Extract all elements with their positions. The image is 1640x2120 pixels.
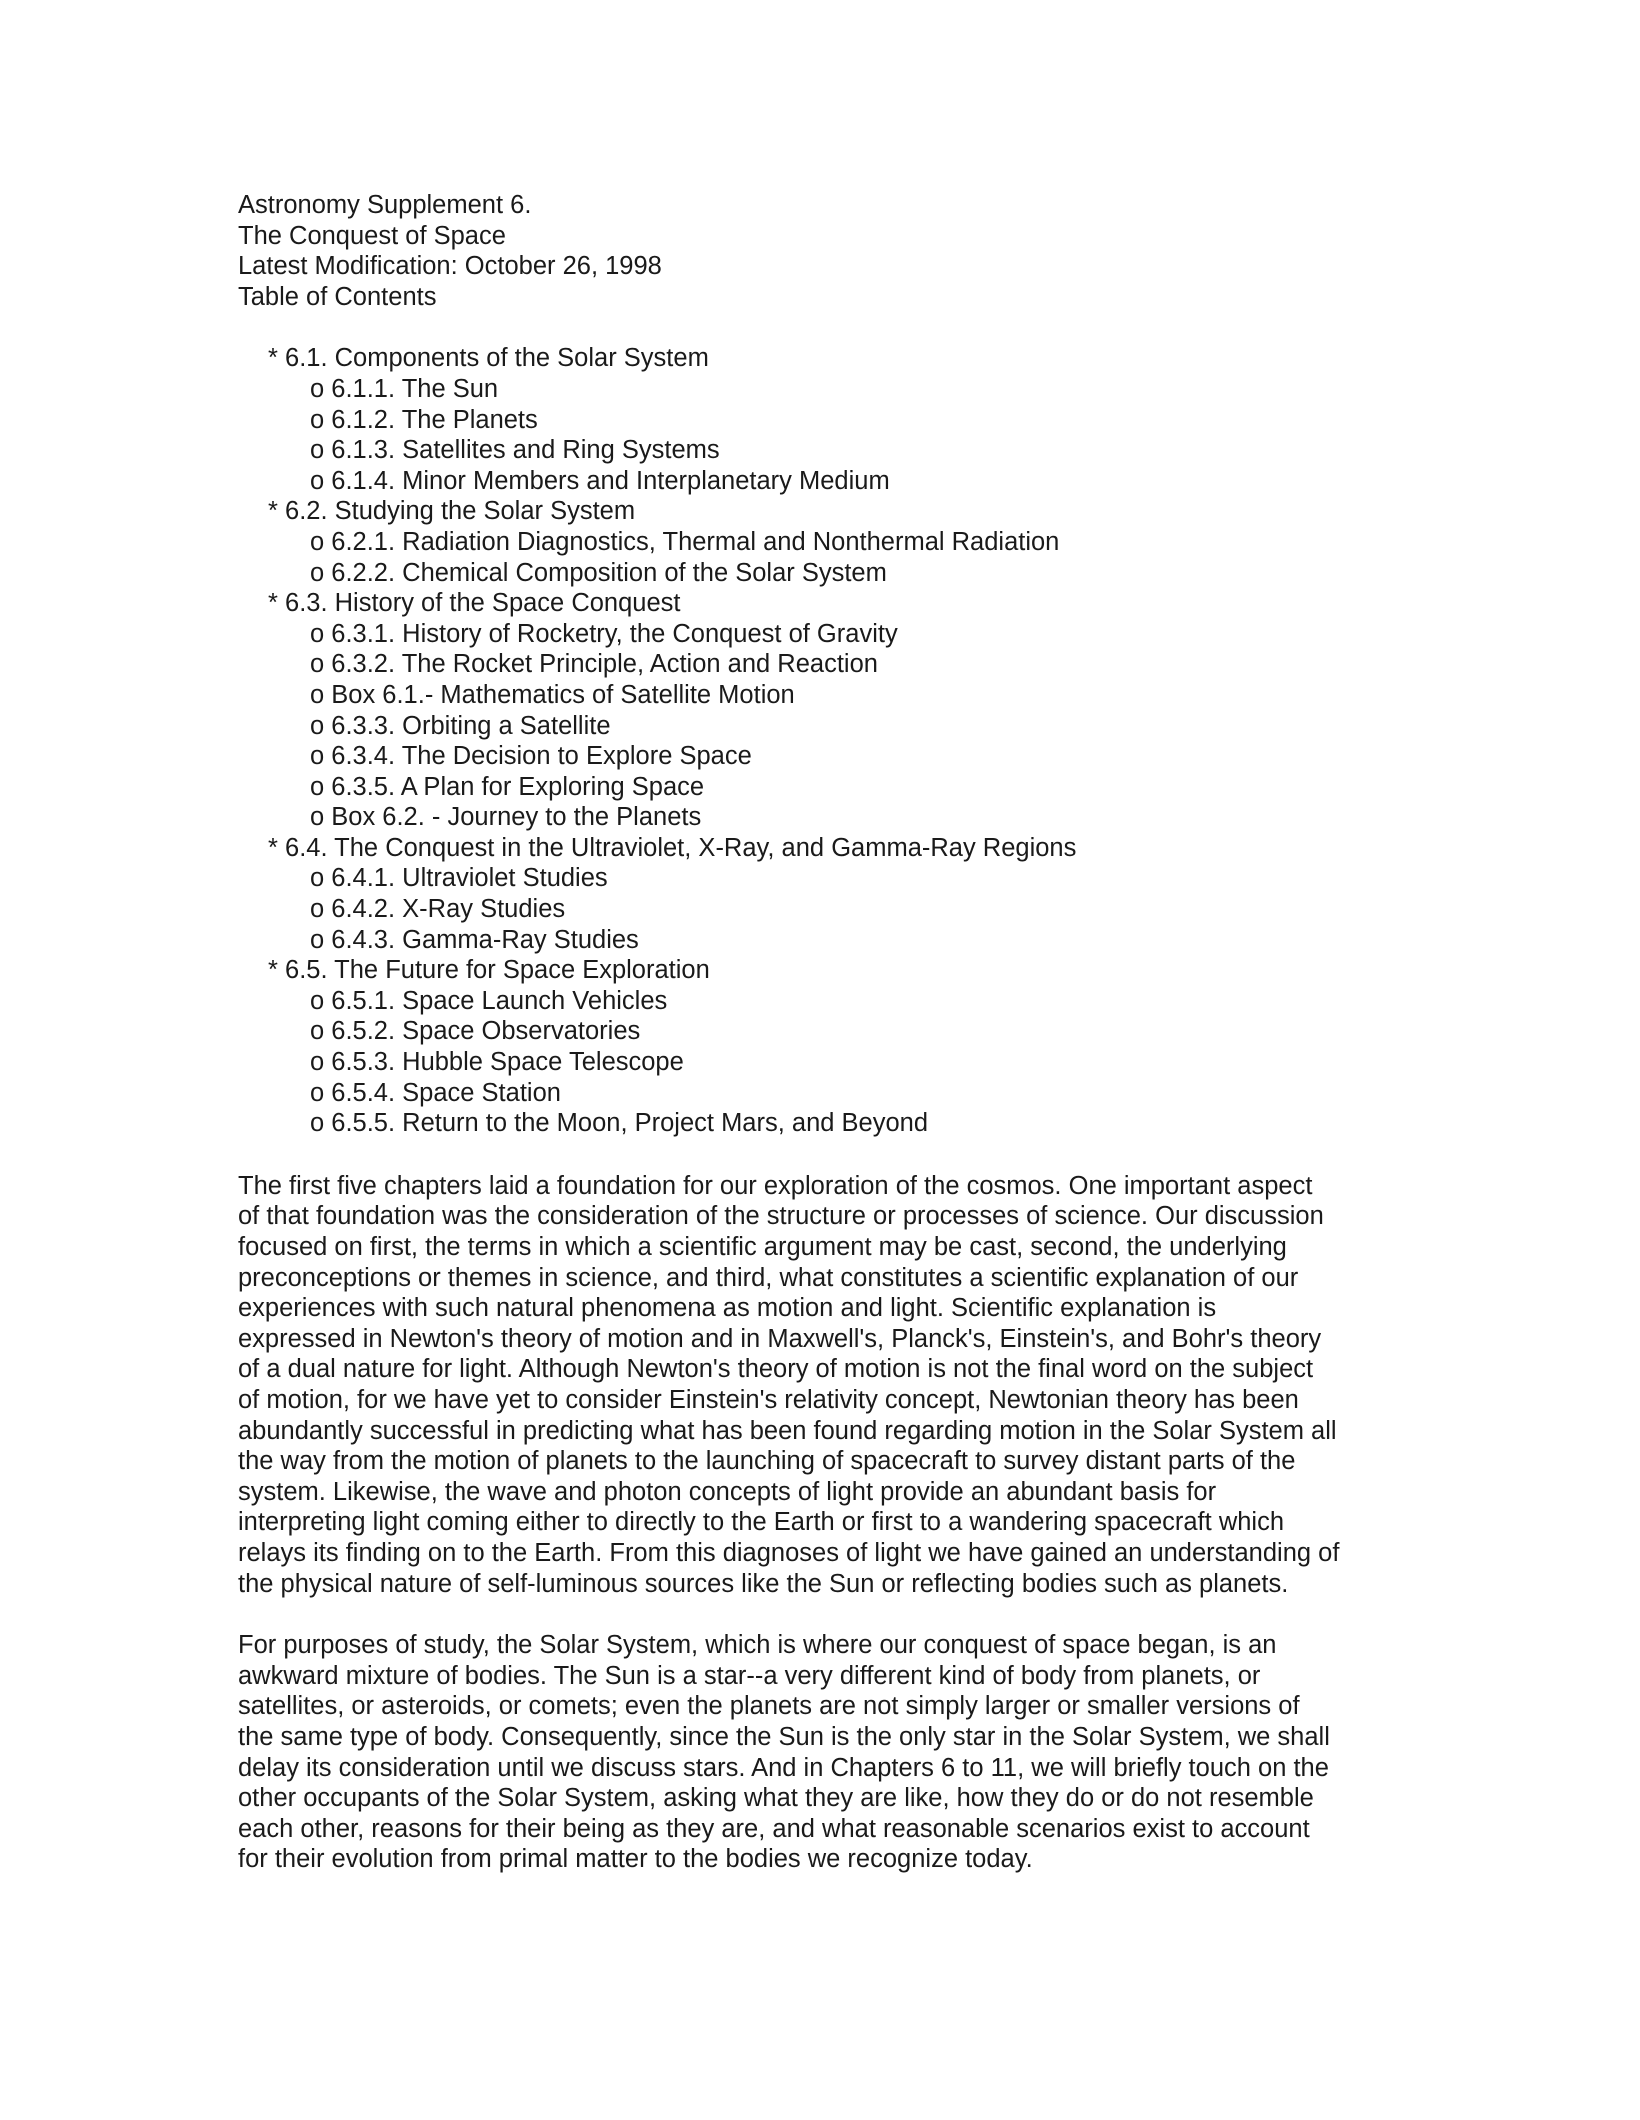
table-of-contents [238,343,1408,1138]
toc-section-6-2 [238,496,1408,588]
document-content [238,190,1408,1875]
toc-item[interactable]: o 6.1.2. The Planets [310,405,538,434]
toc-heading: Table of Contents [238,282,437,311]
toc-section-6-1 [238,343,1408,496]
modification-date: Latest Modification: October 26, 1998 [238,252,662,281]
toc-item[interactable]: o 6.3.4. The Decision to Explore Space [310,742,752,771]
toc-section-6-4 [238,833,1408,955]
toc-item[interactable]: o Box 6.2. - Journey to the Planets [310,803,702,832]
toc-item[interactable]: o 6.5.1. Space Launch Vehicles [310,986,668,1015]
toc-item[interactable]: o 6.3.5. A Plan for Exploring Space [310,772,705,801]
toc-item[interactable]: o 6.5.2. Space Observatories [310,1017,641,1046]
toc-item[interactable]: o 6.1.3. Satellites and Ring Systems [310,436,720,465]
toc-item[interactable]: o 6.1.1. The Sun [310,374,499,403]
toc-section-label[interactable]: * 6.2. Studying the Solar System [268,497,636,526]
toc-item[interactable]: o 6.4.2. X-Ray Studies [310,895,566,924]
toc-item[interactable]: o 6.4.3. Gamma-Ray Studies [310,925,639,954]
toc-item[interactable]: o 6.2.2. Chemical Composition of the Solar System [310,558,887,587]
toc-sublist [268,863,1408,955]
toc-sublist [268,374,1408,496]
toc-item[interactable]: o 6.5.5. Return to the Moon, Project Mars, and Beyond [310,1109,929,1138]
toc-item[interactable]: o 6.2.1. Radiation Diagnostics, Thermal and Nonthermal Radiation [310,527,1060,556]
toc-section-label[interactable]: * 6.5. The Future for Space Exploration [268,956,710,985]
toc-sublist [268,527,1408,588]
toc-section-label[interactable]: * 6.3. History of the Space Conquest [268,589,681,618]
toc-section-label[interactable]: * 6.4. The Conquest in the Ultraviolet, X-Ray, and Gamma-Ray Regions [268,833,1077,862]
toc-sublist [268,986,1408,1139]
toc-item[interactable]: o 6.3.2. The Rocket Principle, Action and Reaction [310,650,878,679]
intro-paragraph: The first five chapters laid a foundation for our exploration of the cosmos. One important aspect of that foundation was the consideration of the structure or processes of science. Our discussion focused on first, the terms in which a scientific argument may be cast, second, the underlying preconceptions or themes in science, and third, what constitutes a scientific explanation of our experiences with such natural phenomena as motion and light. Scientific explanation is expressed in Newton's theory of motion and in Maxwell's, Planck's, Einstein's, and Bohr's theory of a dual nature for light. Although Newton's theory of motion is not the final word on the subject of motion, for we have yet to consider Einstein's relativity concept, Newtonian theory has been abundantly successful in predicting what has been found regarding motion in the Solar System all the way from the motion of planets to the launching of spacecraft to survey distant parts of the system. Likewise, the wave and photon concepts of light provide an abundant basis for interpreting light coming either to directly to the Earth or first to a wandering spacecraft which relays its finding on to the Earth. From this diagnoses of light we have gained an understanding of the physical nature of self-luminous sources like the Sun or reflecting bodies such as planets. [238,1171,1340,1598]
toc-item[interactable]: o 6.4.1. Ultraviolet Studies [310,864,608,893]
toc-item[interactable]: o 6.3.3. Orbiting a Satellite [310,711,611,740]
toc-item[interactable]: o 6.3.1. History of Rocketry, the Conquest of Gravity [310,619,898,648]
document-title: The Conquest of Space [238,221,506,250]
toc-section-6-3 [238,588,1408,833]
toc-sublist [268,619,1408,833]
solar-system-paragraph: For purposes of study, the Solar System, which is where our conquest of space began, is an awkward mixture of bodies. The Sun is a star--a very different kind of body from planets, or satellites, or asteroids, or comets; even the planets are not simply larger or smaller versions of the same type of body. Consequently, since the Sun is the only star in the Solar System, we shall delay its consideration until we discuss stars. And in Chapters 6 to 11, we will briefly touch on the other occupants of the Solar System, asking what they are like, how they do or do not resemble each other, reasons for their being as they are, and what reasonable scenarios exist to account for their evolution from primal matter to the bodies we recognize today. [238,1631,1330,1874]
supplement-label: Astronomy Supplement 6. [238,191,532,219]
toc-section-6-5 [238,955,1408,1139]
toc-item[interactable]: o 6.5.3. Hubble Space Telescope [310,1048,684,1077]
toc-item[interactable]: o 6.5.4. Space Station [310,1078,561,1107]
toc-section-label[interactable]: * 6.1. Components of the Solar System [268,344,709,373]
toc-item[interactable]: o Box 6.1.- Mathematics of Satellite Motion [310,680,795,709]
toc-item[interactable]: o 6.1.4. Minor Members and Interplanetary Medium [310,466,890,495]
